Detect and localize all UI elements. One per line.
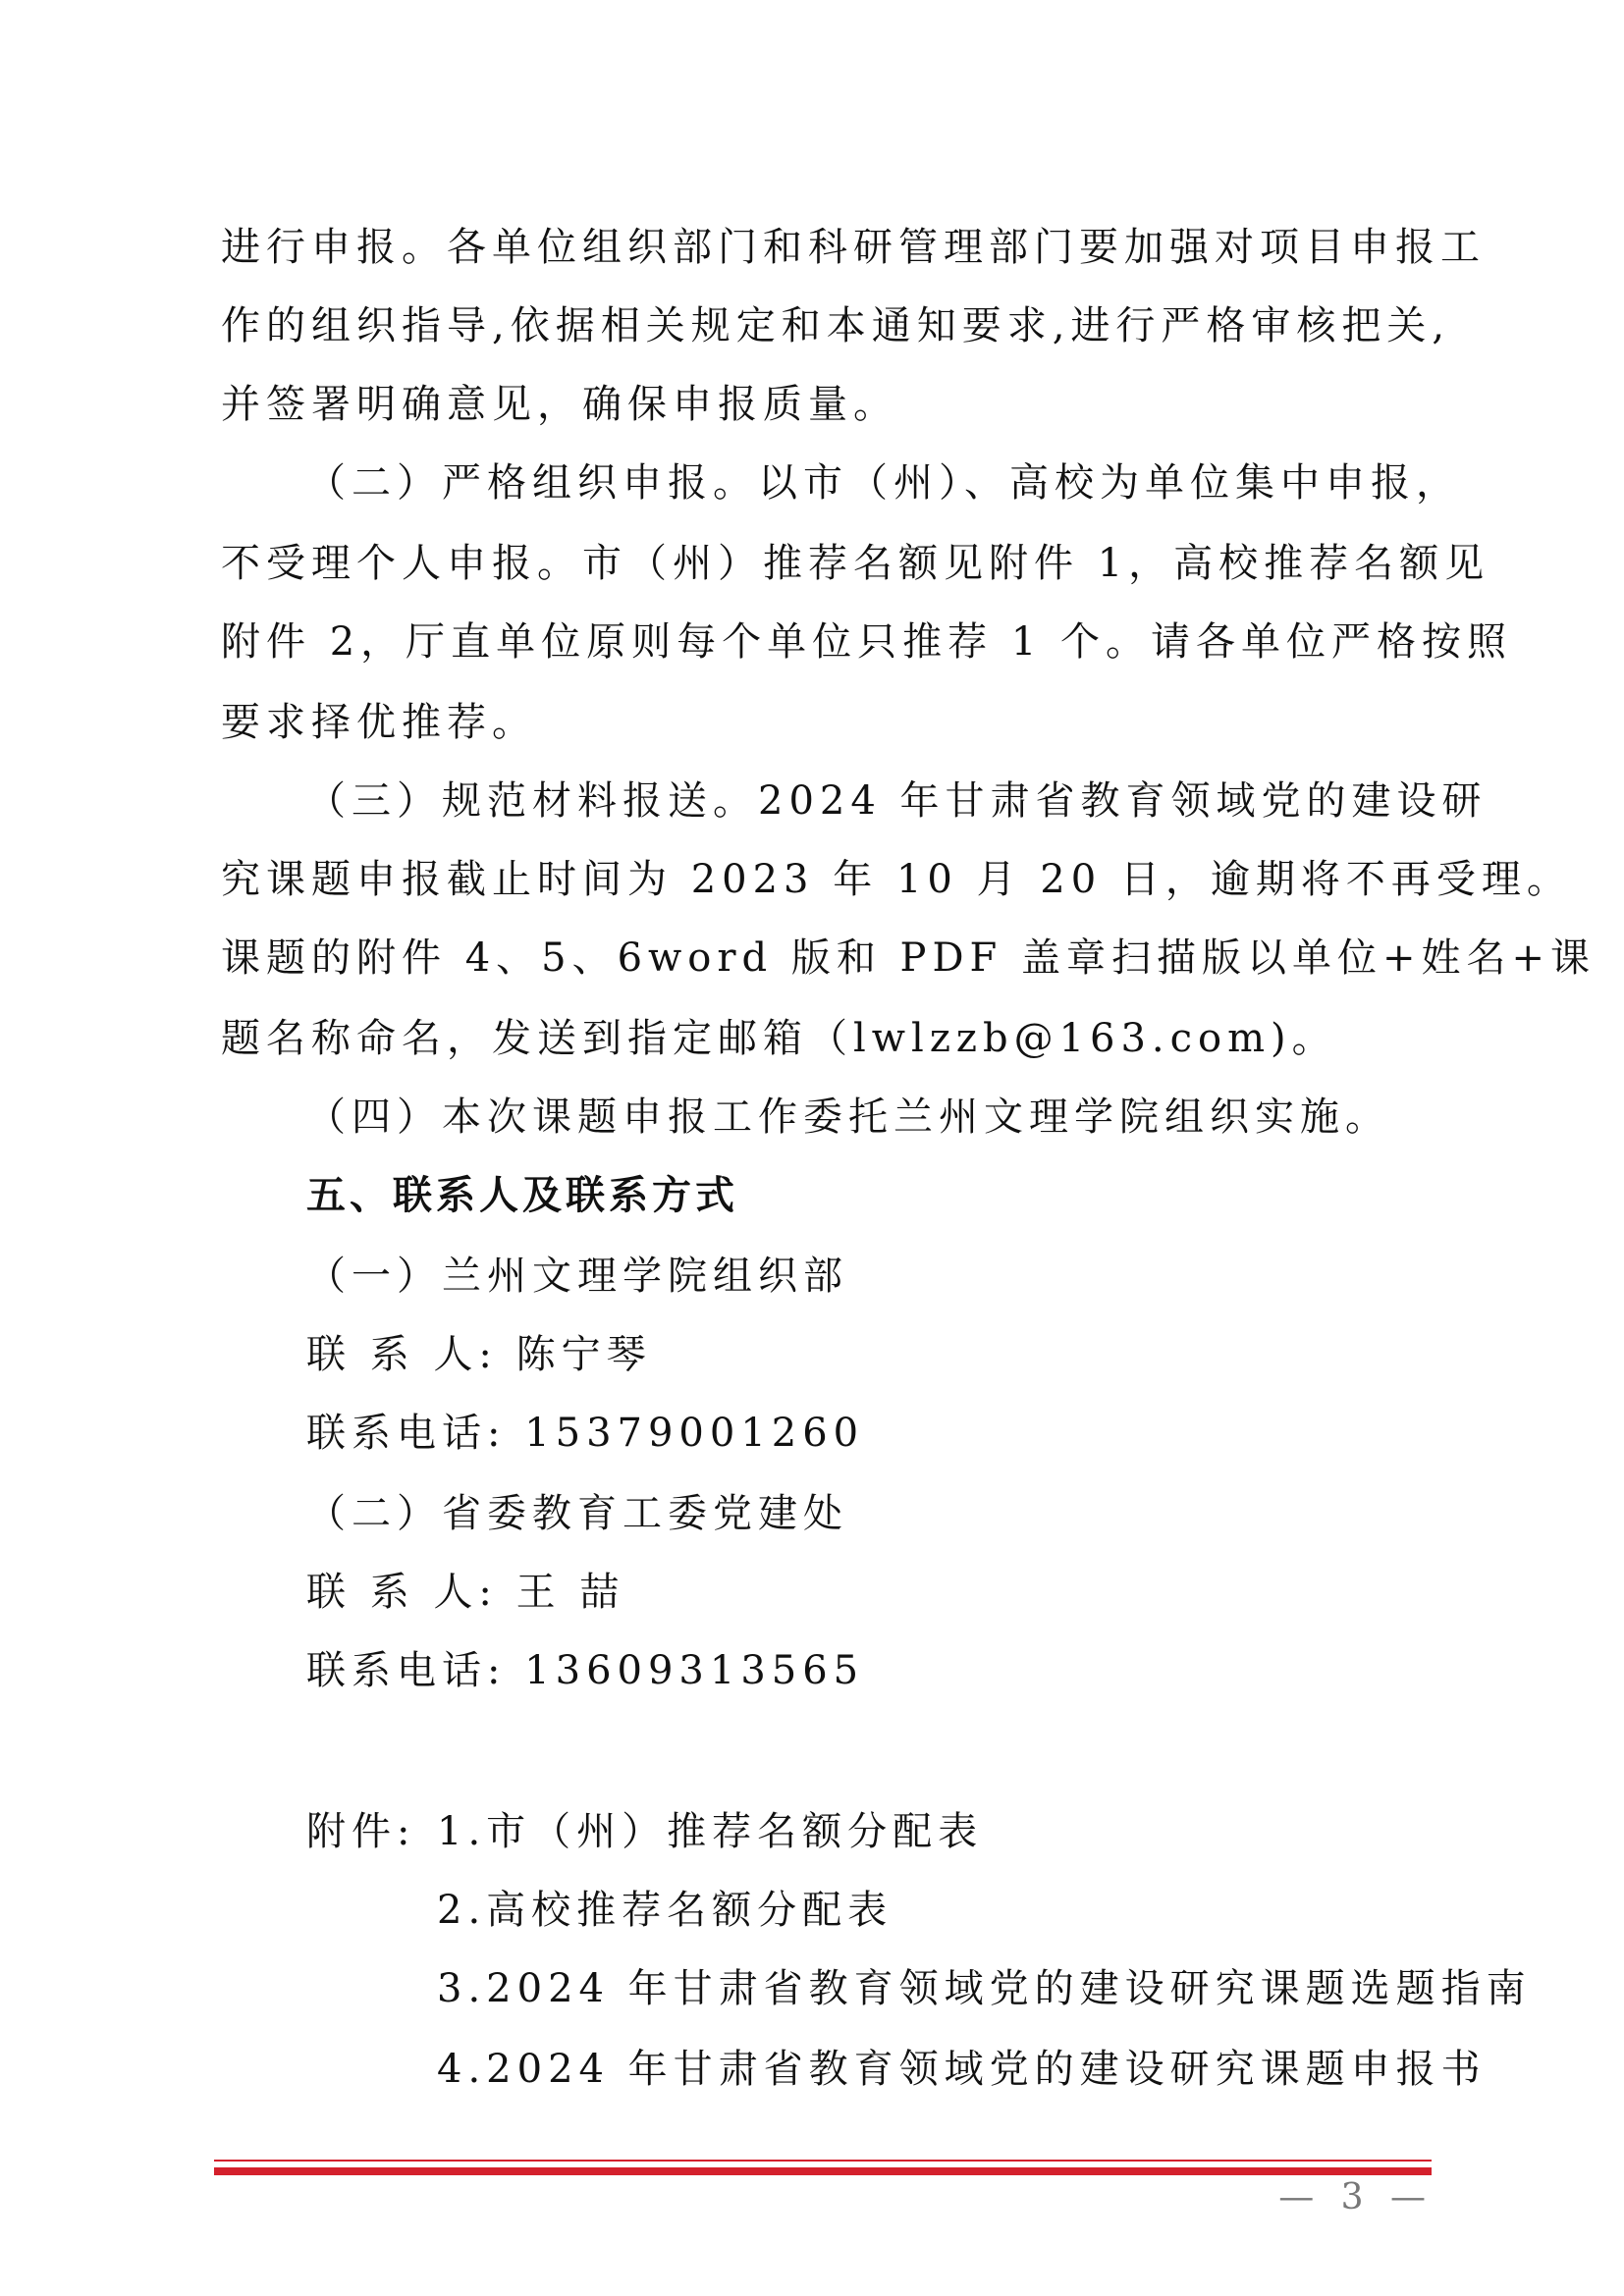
paragraph-2-line-1: （二）严格组织申报。以市（州）、高校为单位集中申报，: [306, 460, 1461, 506]
paragraph-2-line-3: 附件 2，厅直单位原则每个单位只推荐 1 个。请各单位严格按照: [221, 619, 1513, 665]
paragraph-3-line-1: （三）规范材料报送。2024 年甘肃省教育领域党的建设研: [306, 778, 1488, 824]
paragraph-2-line-4: 要求择优推荐。: [221, 700, 537, 745]
page-number: — 3 —: [1278, 2177, 1434, 2217]
footer-rule-thick: [214, 2167, 1432, 2175]
paragraph-1-line-3: 并签署明确意见，确保申报质量。: [221, 382, 898, 427]
footer-rule-thin: [214, 2160, 1432, 2162]
paragraph-4-line-1: （四）本次课题申报工作委托兰州文理学院组织实施。: [306, 1095, 1390, 1140]
contact-1-person: 联 系 人: 陈宁琴: [306, 1332, 652, 1377]
attachment-item-3: 3.2024 年甘肃省教育领域党的建设研究课题选题指南: [437, 1966, 1532, 2011]
contact-2-person: 联 系 人: 王 喆: [306, 1570, 625, 1615]
attachment-item-1: 1.市（州）推荐名额分配表: [437, 1809, 984, 1854]
paragraph-3-line-3: 课题的附件 4、5、6word 版和 PDF 盖章扫描版以单位+姓名+课: [221, 935, 1597, 981]
contact-1-phone: 联系电话: 15379001260: [306, 1411, 865, 1456]
paragraph-1-line-1: 进行申报。各单位组织部门和科研管理部门要加强对项目申报工: [221, 225, 1486, 270]
contact-1-unit: （一）兰州文理学院组织部: [306, 1254, 848, 1299]
paragraph-3-line-2: 究课题申报截止时间为 2023 年 10 月 20 日，逾期将不再受理。: [221, 857, 1572, 902]
paragraph-1-line-2: 作的组织指导,依据相关规定和本通知要求,进行严格审核把关,: [221, 303, 1451, 348]
section-5-heading: 五、联系人及联系方式: [306, 1173, 738, 1218]
paragraph-3-line-4: 题名称命名，发送到指定邮箱（lwlzzb@163.com)。: [221, 1016, 1337, 1061]
attachments-label: 附件:: [306, 1809, 416, 1854]
attachment-item-4: 4.2024 年甘肃省教育领域党的建设研究课题申报书: [437, 2047, 1487, 2092]
contact-2-phone: 联系电话: 13609313565: [306, 1648, 865, 1693]
contact-2-unit: （二）省委教育工委党建处: [306, 1491, 848, 1536]
attachment-item-2: 2.高校推荐名额分配表: [437, 1888, 893, 1933]
paragraph-2-line-2: 不受理个人申报。市（州）推荐名额见附件 1，高校推荐名额见: [221, 541, 1490, 586]
